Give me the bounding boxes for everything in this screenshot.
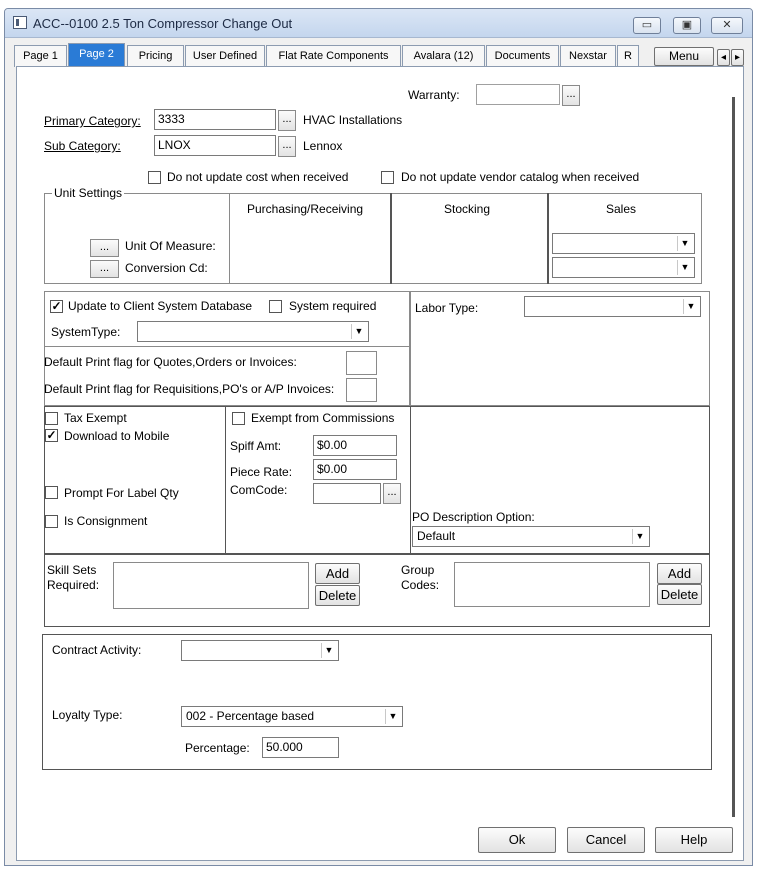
consignment-checkbox[interactable] <box>45 515 58 528</box>
contract-activity-label: Contract Activity: <box>52 643 142 657</box>
po-description-select[interactable]: Default ▼ <box>412 526 650 547</box>
no-update-cost-checkbox[interactable] <box>148 171 161 184</box>
tab-strip <box>14 43 745 67</box>
percentage-label: Percentage: <box>185 741 250 755</box>
comcode-input[interactable] <box>313 483 381 504</box>
app-icon <box>13 16 27 29</box>
tab-user-defined[interactable]: User Defined <box>185 45 265 67</box>
labor-type-select[interactable]: ▼ <box>524 296 701 317</box>
vertical-scrollbar[interactable] <box>732 97 735 817</box>
system-required-checkbox[interactable] <box>269 300 282 313</box>
unit-of-measure-label: Unit Of Measure: <box>125 239 216 253</box>
title-bar <box>5 9 752 38</box>
update-client-label: Update to Client System Database <box>68 299 253 313</box>
no-update-vendor-checkbox[interactable] <box>381 171 394 184</box>
group-codes-label-2: Codes: <box>401 578 440 592</box>
tab-nexstar[interactable]: Nexstar <box>560 45 616 67</box>
conversion-cd-button[interactable]: ... <box>90 260 119 278</box>
tab-scroll-right-button[interactable]: ▸ <box>731 49 744 66</box>
primary-category-label: Primary Category: <box>44 114 141 128</box>
skill-sets-list[interactable] <box>113 562 309 609</box>
sub-category-input[interactable]: LNOX <box>154 135 276 156</box>
sub-category-description: Lennox <box>303 139 343 153</box>
group-codes-delete-button[interactable]: Delete <box>657 584 702 605</box>
exempt-commissions-label: Exempt from Commissions <box>251 411 395 425</box>
print-flag-quotes-label: Default Print flag for Quotes,Orders or Invoices: <box>44 355 297 369</box>
tab-page-1[interactable]: Page 1 <box>14 45 67 67</box>
group-codes-label-1: Group <box>401 563 435 577</box>
warranty-lookup-button[interactable]: ... <box>562 85 580 106</box>
tax-exempt-checkbox[interactable] <box>45 412 58 425</box>
purchasing-receiving-header: Purchasing/Receiving <box>247 202 364 216</box>
unit-settings-title: Unit Settings <box>54 186 123 200</box>
dialog-window <box>4 8 753 866</box>
spiff-amt-input[interactable]: $0.00 <box>313 435 397 456</box>
cancel-button[interactable]: Cancel <box>567 827 645 853</box>
tab-documents[interactable]: Documents <box>486 45 559 67</box>
tab-page-2[interactable]: Page 2 <box>68 43 125 67</box>
system-type-label: SystemType: <box>51 325 121 339</box>
system-required-label: System required <box>289 299 377 313</box>
page-2-panel <box>16 66 744 861</box>
maximize-button[interactable]: ▣ <box>673 17 701 34</box>
tab-overflow[interactable]: R <box>617 45 639 67</box>
spiff-amt-label: Spiff Amt: <box>230 439 282 453</box>
consignment-label: Is Consignment <box>64 514 148 528</box>
minimize-button[interactable]: ▭ <box>633 17 661 34</box>
piece-rate-label: Piece Rate: <box>230 465 293 479</box>
primary-category-lookup-button[interactable]: ... <box>278 110 296 131</box>
tab-flat-rate-components[interactable]: Flat Rate Components <box>266 45 401 67</box>
skill-sets-delete-button[interactable]: Delete <box>315 585 360 606</box>
contract-activity-select[interactable]: ▼ <box>181 640 339 661</box>
loyalty-section <box>42 634 712 770</box>
exempt-commissions-checkbox[interactable] <box>232 412 245 425</box>
print-flag-quotes-input[interactable] <box>346 351 377 375</box>
percentage-input[interactable]: 50.000 <box>262 737 339 758</box>
tab-pricing[interactable]: Pricing <box>127 45 184 67</box>
download-mobile-label: Download to Mobile <box>64 429 170 443</box>
prompt-label-label: Prompt For Label Qty <box>64 486 179 500</box>
no-update-vendor-label: Do not update vendor catalog when received <box>401 170 640 184</box>
unit-of-measure-button[interactable]: ... <box>90 239 119 257</box>
sales-unit-select-1[interactable]: ▼ <box>552 233 695 254</box>
menu-button[interactable]: Menu <box>654 47 714 66</box>
sub-category-label: Sub Category: <box>44 139 121 153</box>
update-client-checkbox[interactable]: ✓ <box>51 299 62 313</box>
warranty-input[interactable] <box>476 84 560 105</box>
print-flag-reqs-label: Default Print flag for Requisitions,PO's or A/P Invoices: <box>44 382 335 396</box>
ok-button[interactable]: Ok <box>478 827 556 853</box>
primary-category-input[interactable]: 3333 <box>154 109 276 130</box>
download-mobile-checkbox[interactable]: ✓ <box>46 428 57 442</box>
conversion-cd-label: Conversion Cd: <box>125 261 208 275</box>
warranty-label: Warranty: <box>408 88 460 102</box>
loyalty-type-label: Loyalty Type: <box>52 708 123 722</box>
comcode-label: ComCode: <box>230 483 288 497</box>
sales-header: Sales <box>606 202 637 216</box>
comcode-lookup-button[interactable]: ... <box>383 483 401 504</box>
prompt-label-checkbox[interactable] <box>45 486 58 499</box>
commission-section <box>225 406 411 554</box>
system-type-select[interactable]: ▼ <box>137 321 369 342</box>
primary-category-description: HVAC Installations <box>303 113 403 127</box>
group-codes-add-button[interactable]: Add <box>657 563 702 584</box>
piece-rate-input[interactable]: $0.00 <box>313 459 397 480</box>
loyalty-type-select[interactable]: 002 - Percentage based ▼ <box>181 706 403 727</box>
help-button[interactable]: Help <box>655 827 733 853</box>
close-button[interactable]: ✕ <box>711 17 743 34</box>
group-codes-list[interactable] <box>454 562 650 607</box>
skill-sets-label-2: Required: <box>47 578 100 592</box>
print-flag-reqs-input[interactable] <box>346 378 377 402</box>
stocking-header: Stocking <box>444 202 491 216</box>
sales-unit-select-2[interactable]: ▼ <box>552 257 695 278</box>
tax-exempt-label: Tax Exempt <box>64 411 127 425</box>
no-update-cost-label: Do not update cost when received <box>167 170 349 184</box>
tab-scroll-left-button[interactable]: ◂ <box>717 49 730 66</box>
window-title: ACC--0100 2.5 Ton Compressor Change Out <box>33 16 293 31</box>
po-description-label: PO Description Option: <box>412 510 535 524</box>
tab-avalara[interactable]: Avalara (12) <box>402 45 485 67</box>
skill-sets-label-1: Skill Sets <box>47 563 97 577</box>
sub-category-lookup-button[interactable]: ... <box>278 136 296 157</box>
skill-sets-add-button[interactable]: Add <box>315 563 360 584</box>
labor-type-label: Labor Type: <box>415 301 479 315</box>
